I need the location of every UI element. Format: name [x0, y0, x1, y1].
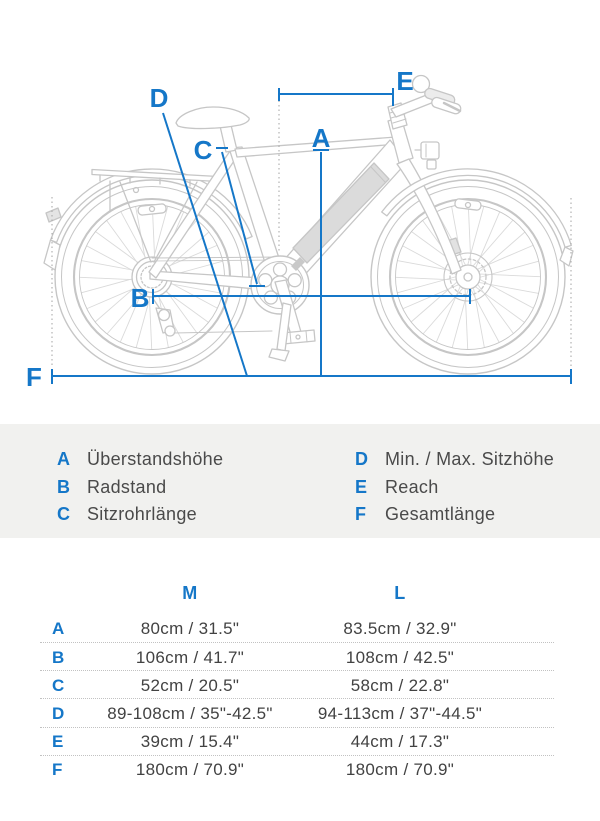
- legend-label: Überstandshöhe: [87, 449, 224, 469]
- row-value-l: 108cm / 42.5": [345, 648, 455, 667]
- column-header-l: L: [394, 583, 406, 603]
- rear-derailleur: [152, 297, 175, 336]
- row-value-m: 80cm / 31.5": [140, 619, 240, 638]
- dimension-e: [279, 88, 393, 106]
- table-row-c: [0, 676, 600, 696]
- marker-e: E: [396, 66, 414, 96]
- row-separator: [40, 698, 554, 699]
- table-row-f: [0, 760, 600, 780]
- row-key: E: [52, 732, 64, 751]
- row-key: B: [52, 648, 65, 667]
- size-table: [0, 538, 600, 821]
- row-value-l: 44cm / 17.3": [350, 732, 450, 751]
- battery: [293, 163, 389, 263]
- row-value-m: 52cm / 20.5": [140, 676, 240, 695]
- row-value-l: 180cm / 70.9": [345, 760, 455, 779]
- table-row-e: [0, 732, 600, 752]
- legend-key: D: [355, 449, 369, 469]
- headlight: [421, 142, 439, 159]
- marker-b: B: [130, 283, 150, 313]
- row-separator: [40, 670, 554, 671]
- marker-a: A: [311, 123, 331, 153]
- legend-item-e: [355, 477, 439, 498]
- row-value-l: 94-113cm / 37"-44.5": [317, 704, 483, 723]
- row-value-l: 58cm / 22.8": [350, 676, 450, 695]
- legend-item-f: [355, 504, 495, 525]
- row-value-m: 180cm / 70.9": [135, 760, 245, 779]
- marker-d: D: [149, 83, 169, 113]
- legend-label: Reach: [385, 477, 439, 497]
- row-value-l: 83.5cm / 32.9": [343, 619, 457, 638]
- saddle: [176, 107, 249, 129]
- legend-label: Sitzrohrlänge: [87, 504, 197, 524]
- table-row-b: [0, 648, 600, 668]
- marker-c: C: [193, 135, 213, 165]
- legend-label: Min. / Max. Sitzhöhe: [385, 449, 555, 469]
- column-header-m: M: [182, 583, 198, 603]
- legend-key: C: [57, 504, 71, 524]
- front-wheel: [371, 180, 565, 374]
- row-separator: [40, 755, 554, 756]
- row-value-m: 106cm / 41.7": [135, 648, 245, 667]
- legend-key: A: [57, 449, 71, 469]
- table-row-a: [0, 619, 600, 639]
- row-value-m: 39cm / 15.4": [140, 732, 240, 751]
- row-separator: [40, 727, 554, 728]
- rear-light: [46, 208, 61, 222]
- legend-key: E: [355, 477, 368, 497]
- chain-top: [152, 257, 280, 258]
- row-key: D: [52, 704, 65, 723]
- legend-key: F: [355, 504, 367, 524]
- marker-f: F: [26, 362, 42, 392]
- row-value-m: 89-108cm / 35"-42.5": [107, 704, 273, 723]
- legend-item-b: [57, 477, 166, 498]
- dimension-b: [153, 289, 470, 304]
- row-key: F: [52, 760, 63, 779]
- row-key: A: [52, 619, 65, 638]
- legend-item-d: [355, 449, 554, 470]
- legend-item-c: [57, 504, 197, 525]
- legend-label: Radstand: [87, 477, 167, 497]
- legend-label: Gesamtlänge: [385, 504, 496, 524]
- legend-panel: [0, 424, 600, 538]
- legend-item-a: [57, 449, 223, 470]
- row-key: C: [52, 676, 65, 695]
- table-row-d: [0, 704, 600, 724]
- row-separator: [40, 642, 554, 643]
- legend-key: B: [57, 477, 71, 497]
